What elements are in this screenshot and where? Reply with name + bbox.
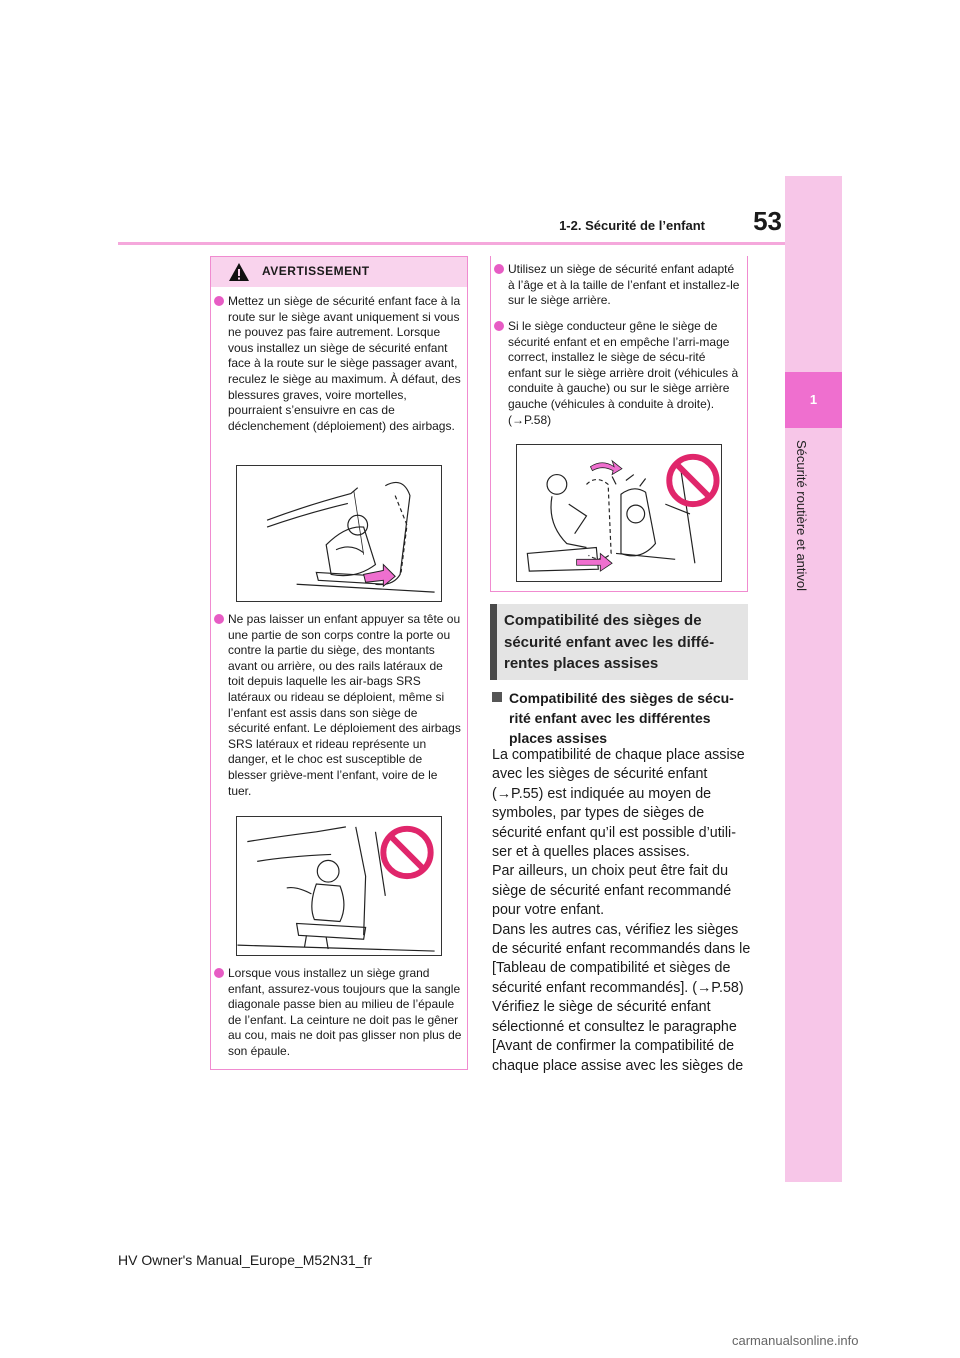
body-paragraph: La compatibilité de chaque place assise avec les sièges de sécurité enfant (→P.55) est indiquée au moyen de symboles, par types de sièges de sécurité enfant qu’il est possible d’utili-ser et à quelles places assises. [492, 747, 745, 861]
body-paragraph: Vérifiez le siège de sécurité enfant sélectionné et consultez le paragraphe [Avant de confirmer la compatibilité de chaque place assise avec les sièges de [492, 999, 744, 1074]
section-header: 1-2. Sécurité de l’enfant [559, 218, 705, 233]
warning-triangle-icon [228, 262, 250, 282]
square-bullet-icon [492, 692, 502, 702]
warning-title: AVERTISSEMENT [262, 264, 370, 278]
chapter-number-tab[interactable]: 1 [785, 372, 842, 428]
footer-manual-id: HV Owner's Manual_Europe_M52N31_fr [118, 1252, 373, 1268]
bullet-dot-icon [494, 321, 504, 331]
right-warning-item-2: Si le siège conducteur gêne le siège de sécurité enfant et en empêche l’arri-mage correct, installez le siège de sécu-rité enfant sur le siège arrière droit (véhicules à conduite à gauche) ou sur le siège arrière gauche (véhicules à conduite à droite). (→P.58) [494, 319, 742, 428]
bullet-dot-icon [494, 264, 504, 274]
bullet-dot-icon [214, 968, 224, 978]
header-rule [118, 242, 841, 245]
body-paragraph: Dans les autres cas, vérifiez les sièges de sécurité enfant recommandés dans le [Tableau de compatibilité et sièges de sécurité enfant recommandés]. (→P.58) [492, 921, 751, 996]
subsection-heading: Compatibilité des sièges de sécu-rité enfant avec les différentes places assises [492, 688, 754, 748]
illustration-front-seat-child-seat [236, 465, 442, 602]
chapter-title [794, 440, 816, 770]
section-heading: Compatibilité des sièges de sécurité enfant avec les diffé-rentes places assises [504, 612, 715, 672]
bullet-dot-icon [214, 614, 224, 624]
body-text [492, 746, 754, 1076]
body-paragraph: Par ailleurs, un choix peut être fait du siège de sécurité enfant recommandé pour votre enfant. [492, 863, 732, 919]
warning-item-3: Lorsque vous installez un siège grand enfant, assurez-vous toujours que la sangle diagonale passe bien au milieu de l’épaule de l’enfant. La ceinture ne doit pas le gêner au cou, mais ne doit pas glisser non plus de son épaule. [214, 966, 462, 1060]
watermark: carmanualsonline.info [732, 1333, 859, 1348]
illustration-driver-seat-interference [516, 444, 722, 582]
warning-item-1: Mettez un siège de sécurité enfant face à la route sur le siège avant uniquement si vous ne pouvez pas faire autrement. Lorsque vous installez un siège de sécurité enfant face à la route sur le siège passager avant, reculez le siège au maximum. À défaut, des blessures graves, voire mortelles, pourraient s’ensuivre en cas de déclenchement (déploiement) des airbags. [214, 294, 462, 434]
bullet-dot-icon [214, 296, 224, 306]
right-warning-item-1: Utilisez un siège de sécurité enfant adapté à l’âge et à la taille de l’enfant et installez-le sur le siège arrière. [494, 262, 742, 309]
page-number: 53 [753, 206, 782, 236]
illustration-child-head-against-door [236, 816, 442, 956]
chapter-title-text: Sécurité routière et antivol [794, 440, 809, 592]
warning-item-2: Ne pas laisser un enfant appuyer sa tête ou une partie de son corps contre la porte ou contre la partie du siège, des montants avant ou arrière, ou des rails latéraux de toit depuis laquelle les air-bags SRS latéraux ou rideau se déploient, même si l’enfant est assis dans son siège de sécurité enfant. Le déploiement des airbags SRS latéraux et rideau représente un danger, et le choc est susceptible de blesser griève-ment l’enfant, voire de le tuer. [214, 612, 462, 799]
